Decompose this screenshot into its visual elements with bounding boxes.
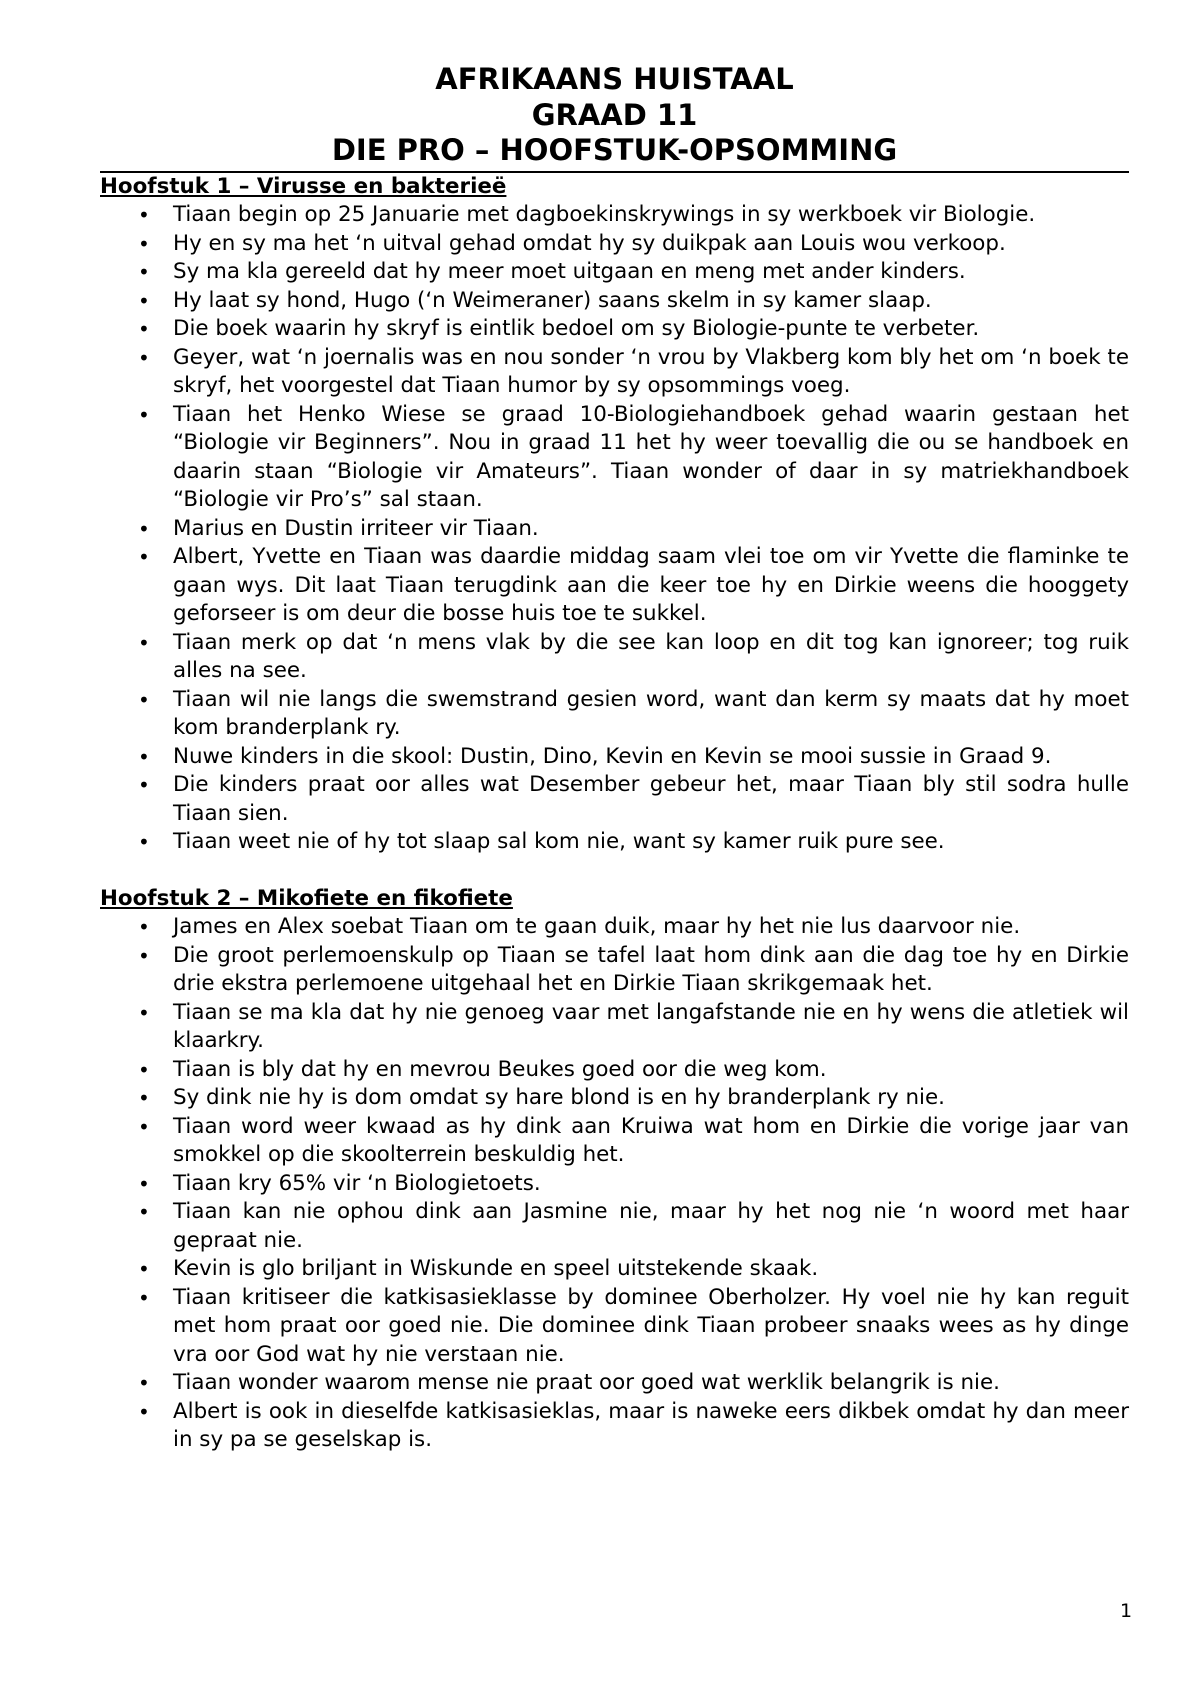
bullet-icon: •: [138, 1114, 150, 1139]
list-item: • Tiaan kritiseer die katkisasieklasse by dominee Oberholzer. Hy voel nie hy kan reguit met hom praat oor goed nie. Die dominee dink Tiaan probeer snaaks wees as hy dinge vra oor God wat hy nie verstaan nie.: [138, 1284, 1129, 1367]
list-item: • Albert, Yvette en Tiaan was daardie middag saam vlei toe om vir Yvette die flaminke te gaan wys. Dit laat Tiaan terugdink aan die keer toe hy en Dirkie weens die hooggety geforseer is om deur die bosse huis toe te sukkel.: [138, 544, 1129, 626]
bullet-icon: •: [138, 1086, 150, 1110]
list-item: • Hy laat sy hond, Hugo (‘n Weimeraner) saans skelm in sy kamer slaap.: [100, 287, 1129, 316]
bullet-icon: •: [138, 1285, 150, 1310]
bullet-icon: •: [138, 345, 150, 370]
list-item: • Hy en sy ma het ‘n uitval gehad omdat hy sy duikpak aan Louis wou verkoop.: [100, 230, 1129, 259]
list-item: • Tiaan het Henko Wiese se graad 10-Biologiehandboek gehad waarin gestaan het “Biologie vir Beginners”. Nou in graad 11 het hy weer toevallig die ou se handboek en daarin staan “Biologie vir Amateurs”. Tiaan wonder of daar in sy matriekhandboek “Biologie vir Pro’s” sal staan.: [138, 401, 1129, 512]
bullet-icon: •: [138, 1200, 150, 1224]
bullet-icon: •: [138, 545, 150, 569]
list-item: • Die boek waarin hy skryf is eintlik bedoel om sy Biologie-punte te verbeter.: [100, 315, 1129, 344]
bullet-icon: •: [138, 773, 150, 797]
chapter-1-bullet-list: [100, 201, 1129, 857]
bullet-icon: •: [138, 744, 150, 769]
chapter-1-heading: Hoofstuk 1 – Virusse en bakterieë: [100, 173, 507, 199]
bullet-icon: •: [138, 1399, 150, 1424]
page-number: 1: [1120, 1600, 1133, 1622]
list-item: • Tiaan word weer kwaad as hy dink aan Kruiwa wat hom en Dirkie die vorige jaar van smokkel op die skoolterrein beskuldig het.: [138, 1113, 1129, 1167]
list-item: • Tiaan begin op 25 Januarie met dagboekinskrywings in sy werkboek vir Biologie.: [100, 201, 1129, 230]
bullet-icon: •: [138, 630, 150, 655]
section-spacer: [100, 857, 1129, 885]
list-item: • James en Alex soebat Tiaan om te gaan duik, maar hy het nie lus daarvoor nie.: [100, 913, 1129, 942]
list-item: • Kevin is glo briljant in Wiskunde en speel uitstekende skaak.: [100, 1255, 1129, 1284]
list-item: • Sy dink nie hy is dom omdat sy hare blond is en hy branderplank ry nie.: [100, 1084, 1129, 1113]
bullet-icon: •: [138, 516, 150, 541]
list-item: • Geyer, wat ‘n joernalis was en nou sonder ‘n vrou by Vlakberg kom bly het om ‘n boek te skryf, het voorgestel dat Tiaan humor by sy opsommings voeg.: [138, 344, 1129, 398]
bullet-icon: •: [138, 1371, 150, 1395]
document-page: [100, 62, 1129, 1455]
chapter-1-section: [100, 173, 1129, 857]
bullet-icon: •: [138, 915, 150, 939]
bullet-icon: •: [138, 1171, 150, 1196]
document-title: [100, 62, 1129, 169]
bullet-icon: •: [138, 317, 150, 341]
bullet-icon: •: [138, 1000, 150, 1025]
list-item: • Tiaan weet nie of hy tot slaap sal kom nie, want sy kamer ruik pure see.: [100, 828, 1129, 857]
list-item: • Marius en Dustin irriteer vir Tiaan.: [100, 515, 1129, 544]
list-item: • Tiaan se ma kla dat hy nie genoeg vaar met langafstande nie en hy wens die atletiek wil klaarkry.: [138, 999, 1129, 1053]
list-item: • Tiaan kry 65% vir ‘n Biologietoets.: [100, 1170, 1129, 1199]
title-line-subject: AFRIKAANS HUISTAAL: [435, 62, 794, 96]
bullet-icon: •: [138, 402, 150, 427]
bullet-icon: •: [138, 943, 150, 968]
list-item: • Nuwe kinders in die skool: Dustin, Dino, Kevin en Kevin se mooi sussie in Graad 9.: [100, 743, 1129, 772]
list-item: • Tiaan is bly dat hy en mevrou Beukes goed oor die weg kom.: [100, 1056, 1129, 1085]
list-item: • Die groot perlemoenskulp op Tiaan se tafel laat hom dink aan die dag toe hy en Dirkie drie ekstra perlemoene uitgehaal het en Dirkie Tiaan skrikgemaak het.: [138, 942, 1129, 996]
chapter-2-heading: Hoofstuk 2 – Mikofiete en fikofiete: [100, 885, 513, 911]
bullet-icon: •: [138, 1257, 150, 1281]
list-item: • Die kinders praat oor alles wat Desember gebeur het, maar Tiaan bly stil sodra hulle Tiaan sien.: [138, 772, 1129, 826]
list-item: • Sy ma kla gereeld dat hy meer moet uitgaan en meng met ander kinders.: [100, 258, 1129, 287]
title-line-grade: GRAAD 11: [531, 97, 698, 132]
list-item: • Tiaan merk op dat ‘n mens vlak by die see kan loop en dit tog kan ignoreer; tog ruik alles na see.: [138, 629, 1129, 683]
list-item: • Tiaan kan nie ophou dink aan Jasmine nie, maar hy het nog nie ‘n woord met haar gepraat nie.: [138, 1199, 1129, 1253]
bullet-icon: •: [138, 231, 150, 256]
bullet-icon: •: [138, 203, 150, 227]
chapter-2-bullet-list: [100, 913, 1129, 1455]
list-item: • Tiaan wil nie langs die swemstrand gesien word, want dan kerm sy maats dat hy moet kom branderplank ry.: [138, 686, 1129, 740]
list-item: • Tiaan wonder waarom mense nie praat oor goed wat werklik belangrik is nie.: [100, 1369, 1129, 1398]
title-line-summary: DIE PRO – HOOFSTUK-OPSOMMING: [331, 133, 898, 167]
chapter-2-section: [100, 885, 1129, 1455]
list-item: • Albert is ook in dieselfde katkisasieklas, maar is naweke eers dikbek omdat hy dan meer in sy pa se geselskap is.: [138, 1398, 1129, 1452]
bullet-icon: •: [138, 260, 150, 284]
bullet-icon: •: [138, 830, 150, 854]
bullet-icon: •: [138, 288, 150, 313]
bullet-icon: •: [138, 1057, 150, 1082]
bullet-icon: •: [138, 687, 150, 712]
